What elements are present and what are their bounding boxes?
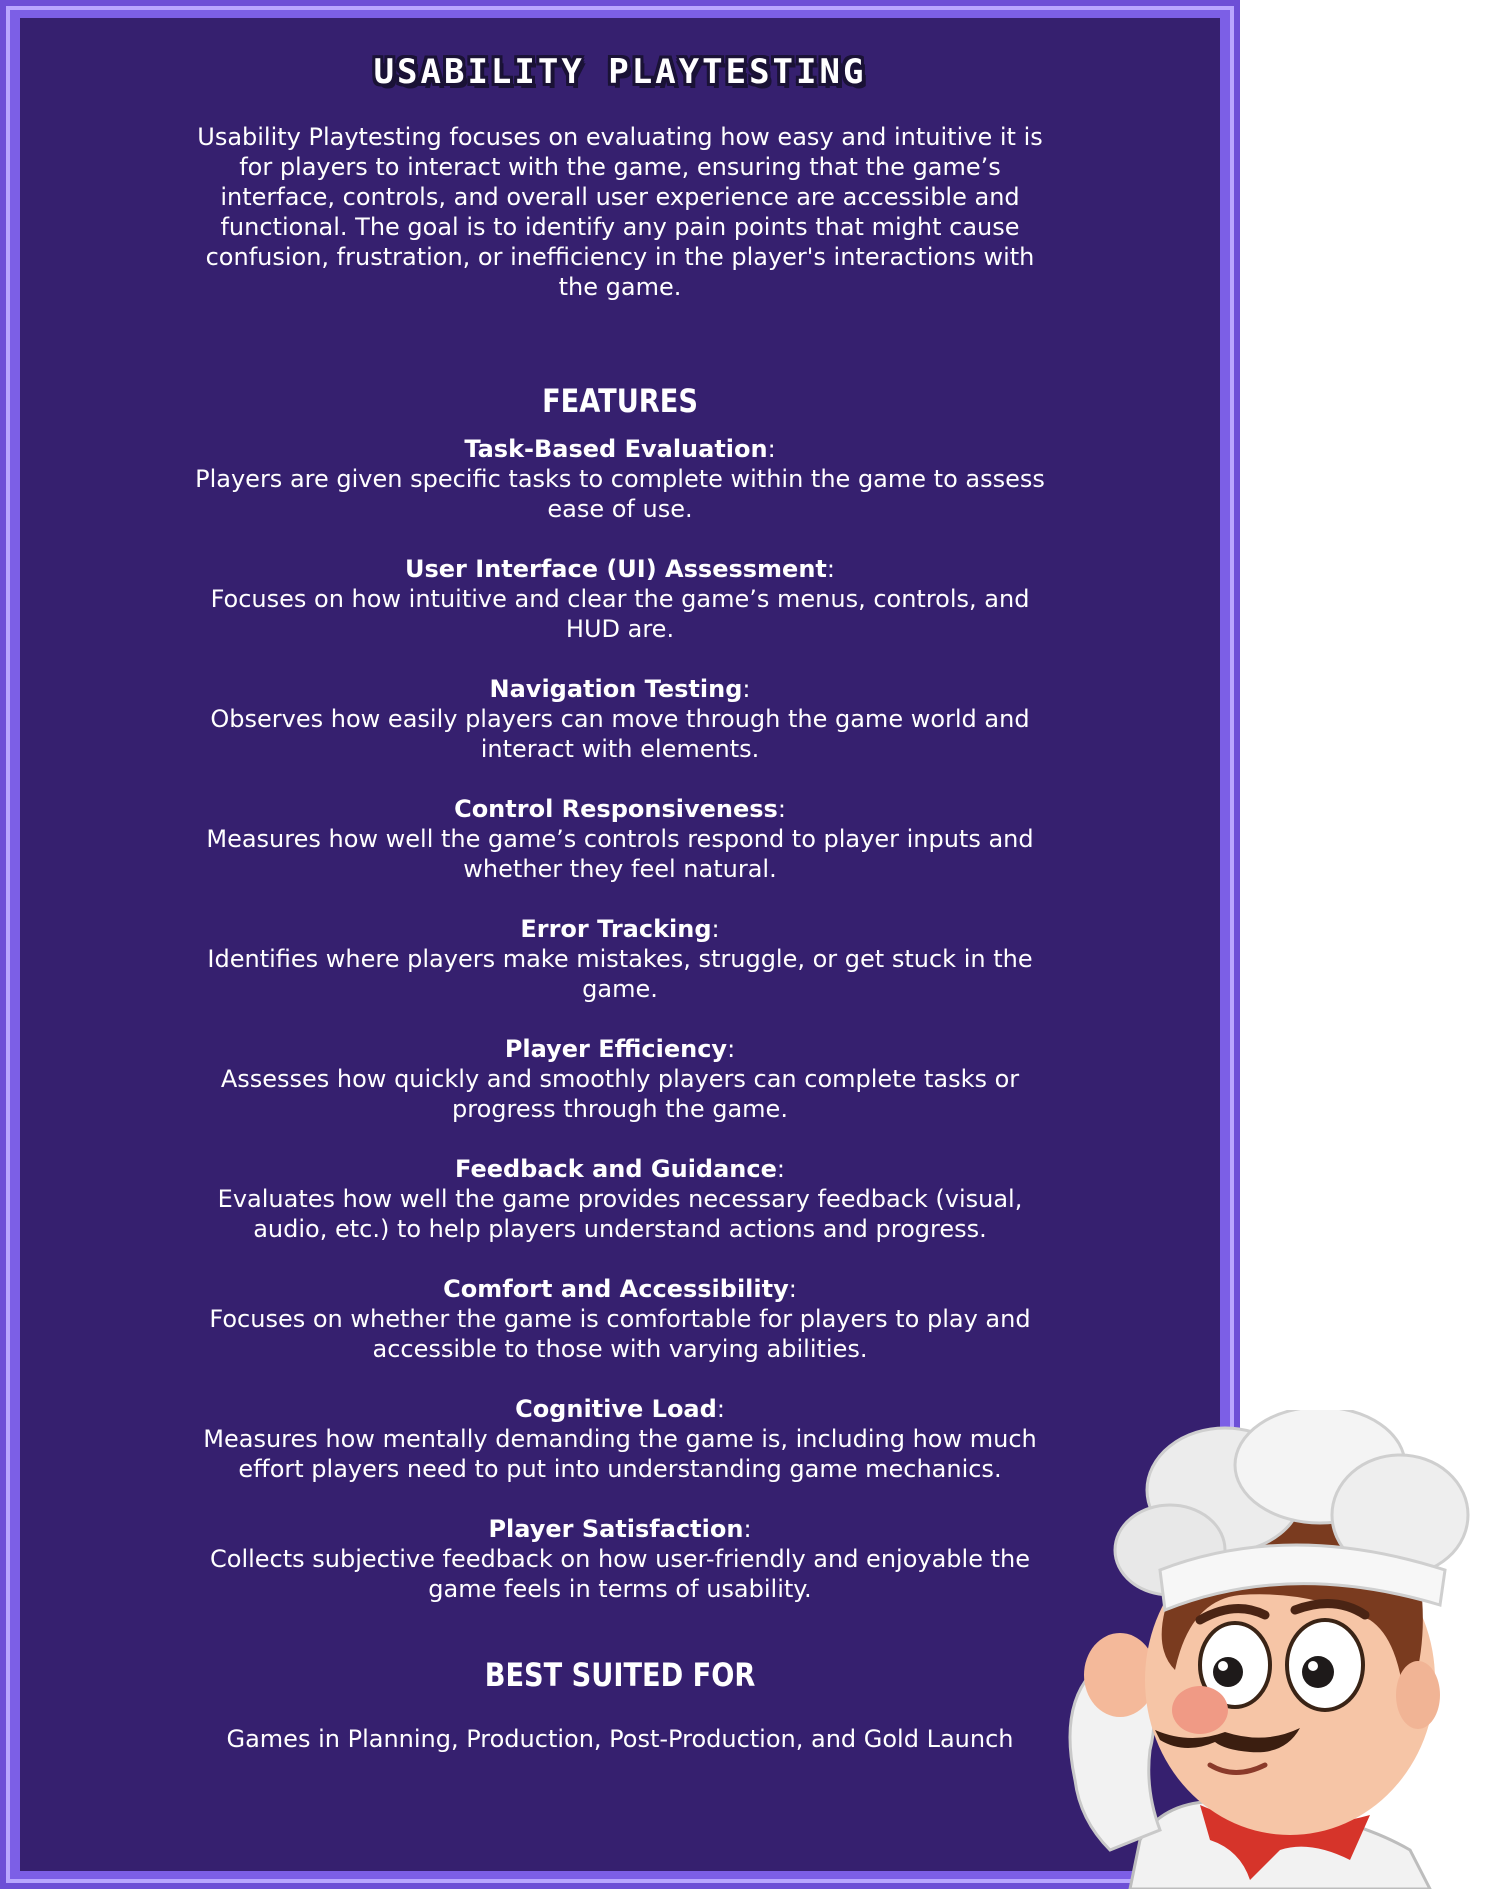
feature-description: Measures how mentally demanding the game is, including how much effort players need to put into understanding game mechanics. <box>203 1425 1037 1483</box>
feature-item: Player Efficiency: Assesses how quickly and smoothly players can complete tasks or progress through the game. <box>180 1034 1060 1124</box>
feature-item: Player Satisfaction: Collects subjective feedback on how user-friendly and enjoyable the game feels in terms of usability. <box>180 1514 1060 1604</box>
feature-name: Feedback and Guidance <box>455 1155 777 1183</box>
feature-description: Observes how easily players can move through the game world and interact with elements. <box>210 705 1030 763</box>
page-title: USABILITY PLAYTESTING <box>373 52 867 92</box>
feature-name: Comfort and Accessibility <box>443 1275 789 1303</box>
feature-description: Assesses how quickly and smoothly players can complete tasks or progress through the game. <box>220 1065 1020 1123</box>
best-suited-heading: BEST SUITED FOR <box>484 1656 756 1694</box>
feature-name: Player Satisfaction <box>488 1515 744 1543</box>
feature-name: Task-Based Evaluation <box>464 435 768 463</box>
feature-name: Player Efficiency <box>504 1035 728 1063</box>
feature-item: Feedback and Guidance: Evaluates how well the game provides necessary feedback (visual, audio, etc.) to help players understand actions and progress. <box>180 1154 1060 1244</box>
features-heading: FEATURES <box>542 382 698 420</box>
feature-item: Task-Based Evaluation: Players are given specific tasks to complete within the game to assess ease of use. <box>180 434 1060 524</box>
feature-name: Navigation Testing <box>489 675 743 703</box>
feature-name: Cognitive Load <box>515 1395 717 1423</box>
feature-name: Error Tracking <box>520 915 712 943</box>
feature-description: Identifies where players make mistakes, struggle, or get stuck in the game. <box>207 945 1033 1003</box>
feature-description: Collects subjective feedback on how user-friendly and enjoyable the game feels in terms of usability. <box>210 1545 1030 1603</box>
feature-description: Measures how well the game’s controls respond to player inputs and whether they feel natural. <box>206 825 1034 883</box>
features-list <box>180 434 1060 1604</box>
feature-description: Players are given specific tasks to complete within the game to assess ease of use. <box>195 465 1045 523</box>
chef-mascot-icon <box>1050 1410 1505 1889</box>
feature-name: User Interface (UI) Assessment <box>405 555 827 583</box>
feature-item: User Interface (UI) Assessment: Focuses on how intuitive and clear the game’s menus, controls, and HUD are. <box>180 554 1060 644</box>
feature-item: Control Responsiveness: Measures how well the game’s controls respond to player inputs and whether they feel natural. <box>180 794 1060 884</box>
feature-description: Evaluates how well the game provides necessary feedback (visual, audio, etc.) to help players understand actions and progress. <box>217 1185 1023 1243</box>
feature-description: Focuses on how intuitive and clear the game’s menus, controls, and HUD are. <box>210 585 1030 643</box>
intro-paragraph: Usability Playtesting focuses on evaluating how easy and intuitive it is for players to interact with the game, ensuring that the game’s interface, controls, and overall user experience are accessible and functional. The goal is to identify any pain points that might cause confusion, frustration, or inefficiency in the player's interactions with the game. <box>197 123 1043 301</box>
content <box>20 18 1220 1754</box>
feature-item: Comfort and Accessibility: Focuses on whether the game is comfortable for players to play and accessible to those with varying abilities. <box>180 1274 1060 1364</box>
feature-name: Control Responsiveness <box>454 795 778 823</box>
feature-item: Cognitive Load: Measures how mentally demanding the game is, including how much effort players need to put into understanding game mechanics. <box>180 1394 1060 1484</box>
feature-description: Focuses on whether the game is comfortable for players to play and accessible to those with varying abilities. <box>209 1305 1031 1363</box>
feature-item: Navigation Testing: Observes how easily players can move through the game world and interact with elements. <box>180 674 1060 764</box>
best-suited-text: Games in Planning, Production, Post-Production, and Gold Launch <box>226 1725 1014 1753</box>
feature-item: Error Tracking: Identifies where players make mistakes, struggle, or get stuck in the game. <box>180 914 1060 1004</box>
